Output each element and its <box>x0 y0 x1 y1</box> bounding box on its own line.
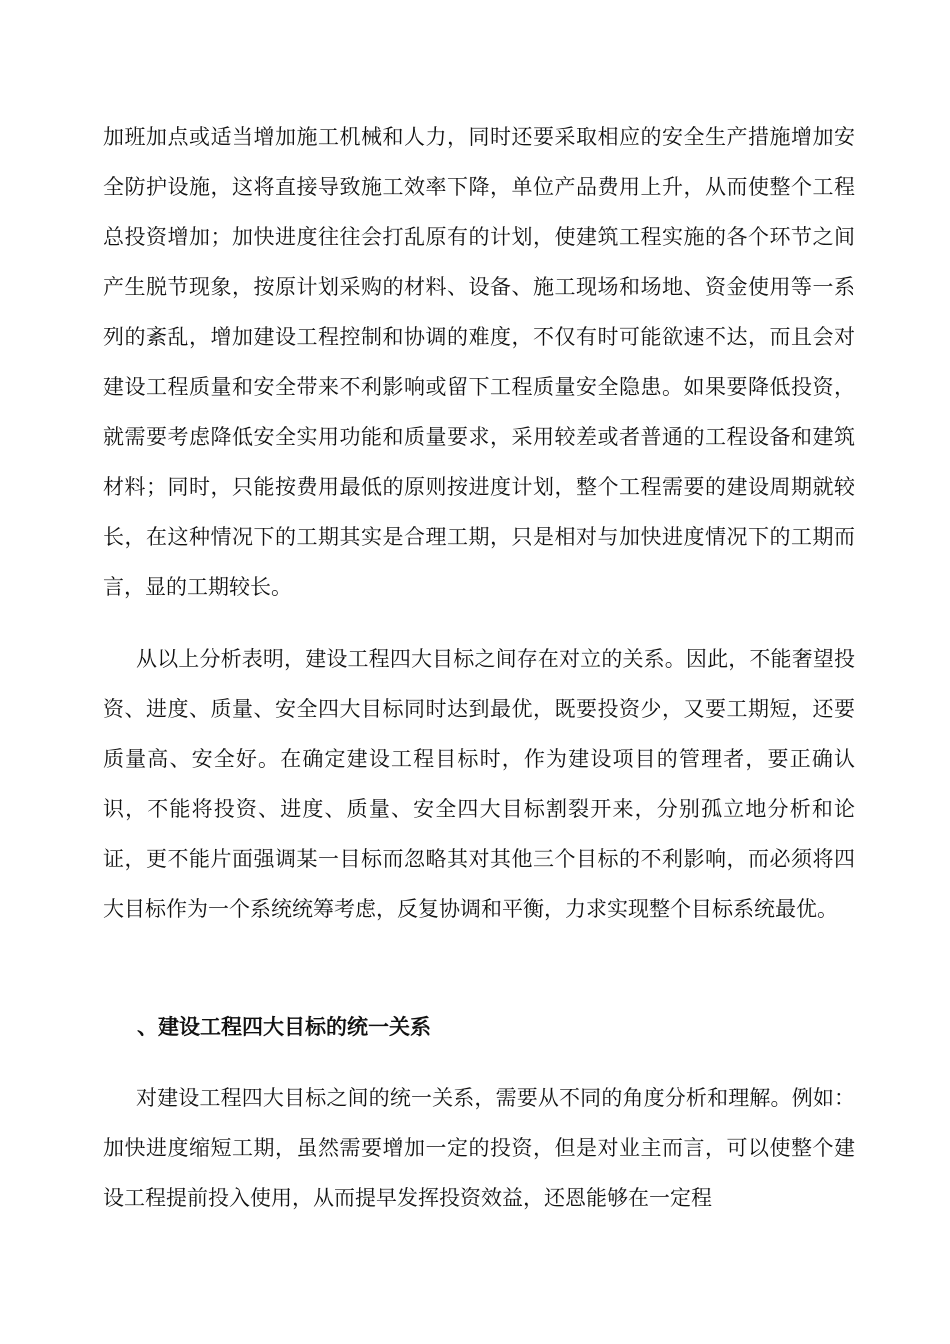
section-heading: 、建设工程四大目标的统一关系 <box>137 1015 431 1039</box>
body-paragraph-2: 从以上分析表明，建设工程四大目标之间存在对立的关系。因此，不能奢望投资、进度、质量、安全四大目标同时达到最优，既要投资少，又要工期短，还要质量高、安全好。在确定建设工程目标时，作为建设项目的管理者，要正确认识，不能将投资、进度、质量、安全四大目标割裂开来，分别孤立地分析和论证，更不能片面强调某一目标而忽略其对其他三个目标的不利影响，而必须将四大目标作为一个系统统筹考虑，反复协调和平衡，力求实现整个目标系统最优。 <box>103 647 855 921</box>
body-paragraph-1: 加班加点或适当增加施工机械和人力，同时还要采取相应的安全生产措施增加安全防护设施，这将直接导致施工效率下降，单位产品费用上升，从而使整个工程总投资增加；加快进度往往会打乱原有的计划，使建筑工程实施的各个环节之间产生脱节现象，按原计划采购的材料、设备、施工现场和场地、资金使用等一系列的紊乱，增加建设工程控制和协调的难度，不仅有时可能欲速不达，而且会对建设工程质量和安全带来不利影响或留下工程质量安全隐患。如果要降低投资，就需要考虑降低安全实用功能和质量要求，采用较差或者普通的工程设备和建筑材料；同时，只能按费用最低的原则按进度计划，整个工程需要的建设周期就较长，在这种情况下的工期其实是合理工期，只是相对与加快进度情况下的工期而言，显的工期较长。 <box>103 125 855 599</box>
body-paragraph-3: 对建设工程四大目标之间的统一关系，需要从不同的角度分析和理解。例如：加快进度缩短工期，虽然需要增加一定的投资，但是对业主而言，可以使整个建设工程提前投入使用，从而提早发挥投资效益，还恩能够在一定程 <box>103 1086 855 1210</box>
